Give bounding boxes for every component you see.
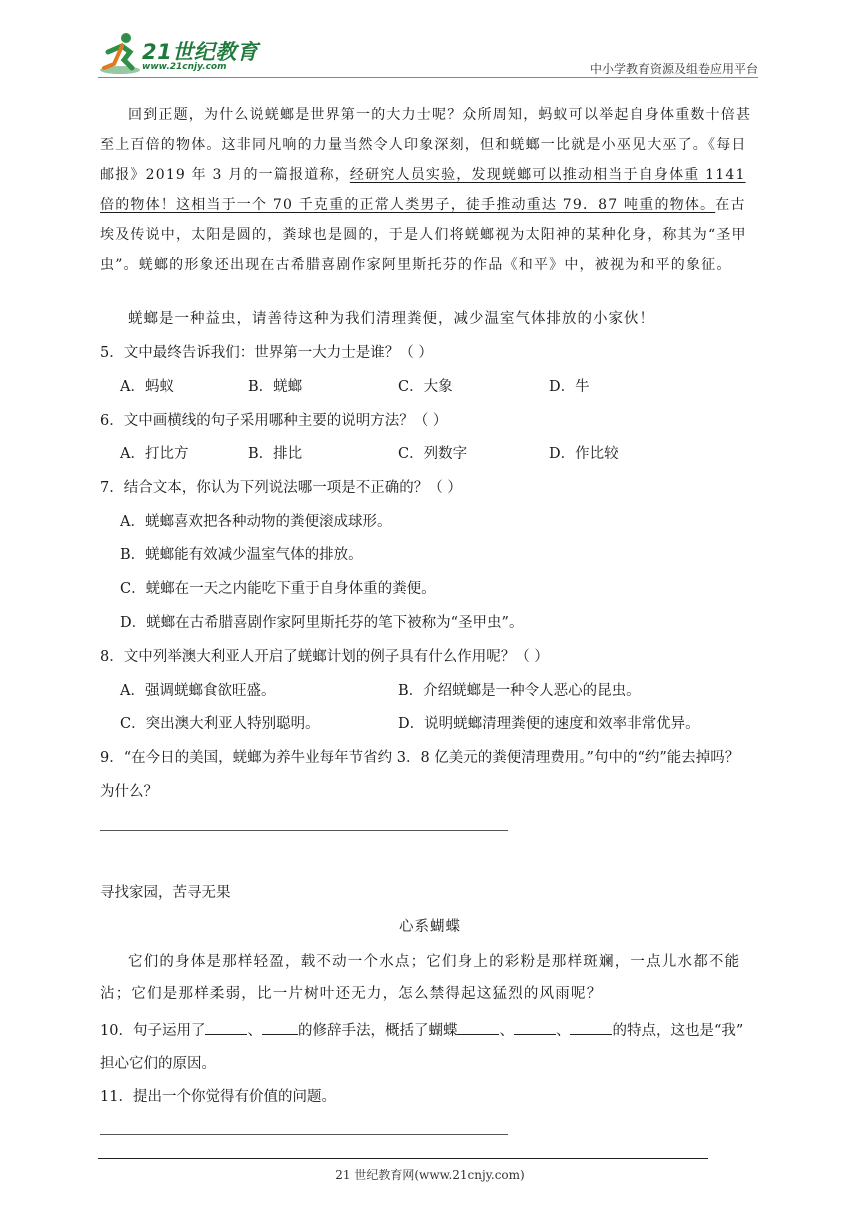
article-paragraph xyxy=(100,100,760,280)
question-8: 8．文中列举澳大利亚人开启了蜣螂计划的例子具有什么作用呢？（ ） xyxy=(100,649,549,665)
q8-option-b[interactable]: B．介绍蜣螂是一种令人恶心的昆虫。 xyxy=(398,683,641,699)
article-closing: 蜣螂是一种益虫，请善待这种为我们清理粪便，减少温室气体排放的小家伙！ xyxy=(128,311,655,327)
q10-text: 的特点，这也是“我” xyxy=(612,1023,744,1039)
runner-icon xyxy=(98,30,142,76)
q10-text: 、 xyxy=(555,1023,571,1039)
q7-option-a[interactable]: A．蜣螂喜欢把各种动物的粪便滚成球形。 xyxy=(120,514,392,530)
section-intro: 寻找家园，苦寻无果 xyxy=(100,885,231,901)
question-10 xyxy=(100,1020,780,1042)
logo-text: 21世纪教育 xyxy=(142,40,259,64)
q10-blank-2[interactable] xyxy=(262,1020,298,1035)
question-7: 7．结合文本，你认为下列说法哪一项是不正确的？（ ） xyxy=(100,480,462,496)
q10-blank-4[interactable] xyxy=(514,1020,556,1035)
question-10-cont: 担心它们的原因。 xyxy=(100,1056,216,1072)
question-5: 5．文中最终告诉我们：世界第一大力士是谁？（ ） xyxy=(100,345,433,361)
q10-blank-5[interactable] xyxy=(570,1020,612,1035)
q10-blank-3[interactable] xyxy=(457,1020,499,1035)
q5-option-b[interactable]: B．蜣螂 xyxy=(248,379,303,395)
q10-text: 10．句子运用了 xyxy=(100,1023,206,1039)
paragraph-text: 在古埃及传说中，太阳是圆的，粪球也是圆的，于是人们将蜣螂视为太阳神的某种化身，称其为“圣甲虫”。蜣螂的形象还出现在古希腊喜剧作家阿里斯托芬的作品《和平》中，被视为和平的象征。 xyxy=(100,197,747,273)
q7-option-c[interactable]: C．蜣螂在一天之内能吃下重于自身体重的粪便。 xyxy=(120,581,436,597)
q6-option-b[interactable]: B．排比 xyxy=(248,446,303,462)
q10-blank-1[interactable] xyxy=(205,1020,247,1035)
page-footer: 21 世纪教育网(www.21cnjy.com) xyxy=(335,1168,525,1182)
footer-divider xyxy=(98,1158,708,1159)
q8-option-a[interactable]: A．强调蜣螂食欲旺盛。 xyxy=(120,683,276,699)
q7-option-d[interactable]: D．蜣螂在古希腊喜剧作家阿里斯托芬的笔下被称为“圣甲虫”。 xyxy=(120,615,524,631)
q10-text: 的修辞手法，概括了蝴蝶 xyxy=(297,1023,458,1039)
q7-option-b[interactable]: B．蜣螂能有效减少温室气体的排放。 xyxy=(120,547,363,563)
q5-option-d[interactable]: D．牛 xyxy=(549,379,590,395)
question-11: 11．提出一个你觉得有价值的问题。 xyxy=(100,1089,336,1105)
q8-option-d[interactable]: D．说明蜣螂清理粪便的速度和效率非常优异。 xyxy=(398,716,700,732)
q5-option-a[interactable]: A．蚂蚁 xyxy=(120,379,174,395)
q10-text: 、 xyxy=(499,1023,514,1039)
underlined-sentence: 经研究人员实验，发现蜣螂可以推动相当于自身体重 1141 倍的物体！这相当于一个 70 千克重的正常人类男子，徒手推动重达 79．87 吨重的物体。 xyxy=(100,167,746,213)
header-divider xyxy=(98,77,758,78)
question-9-cont: 为什么？ xyxy=(100,784,158,800)
site-logo xyxy=(98,30,268,78)
q11-answer-line[interactable] xyxy=(100,1134,508,1135)
q5-option-c[interactable]: C．大象 xyxy=(398,379,453,395)
page-header xyxy=(98,30,758,80)
q8-option-c[interactable]: C．突出澳大利亚人特别聪明。 xyxy=(120,716,320,732)
q10-text: 、 xyxy=(247,1023,262,1039)
logo-url: www.21cnjy.com xyxy=(142,62,227,72)
passage-title: 心系蝴蝶 xyxy=(399,919,461,935)
q6-option-d[interactable]: D．作比较 xyxy=(549,446,619,462)
article-body xyxy=(100,100,760,280)
paragraph-text: 回到正题，为什么说蜣螂是世界第一的大力士呢？众所周知，蚂蚁可以举起自身体重数十倍甚至上百倍的物体。这非同凡响的力量当然令人印象深刻，但和蜣螂一比就是小巫见大巫了。《每日邮报》2019 年 3 月的一篇报道称， xyxy=(100,107,752,183)
question-9: 9．“在今日的美国，蜣螂为养牛业每年节省约 3．8 亿美元的粪便清理费用。”句中的“约”能去掉吗？ xyxy=(100,750,740,766)
platform-name: 中小学教育资源及组卷应用平台 xyxy=(589,62,758,76)
q9-answer-line[interactable] xyxy=(100,830,508,831)
q6-option-a[interactable]: A．打比方 xyxy=(120,446,189,462)
passage-paragraph: 它们的身体是那样轻盈，载不动一个水点；它们身上的彩粉是那样斑斓，一点儿水都不能沾；它们是那样柔弱，比一片树叶还无力，怎么禁得起这猛烈的风雨呢？ xyxy=(100,954,741,1002)
q6-option-c[interactable]: C．列数字 xyxy=(398,446,468,462)
question-6: 6．文中画横线的句子采用哪种主要的说明方法？（ ） xyxy=(100,413,448,429)
